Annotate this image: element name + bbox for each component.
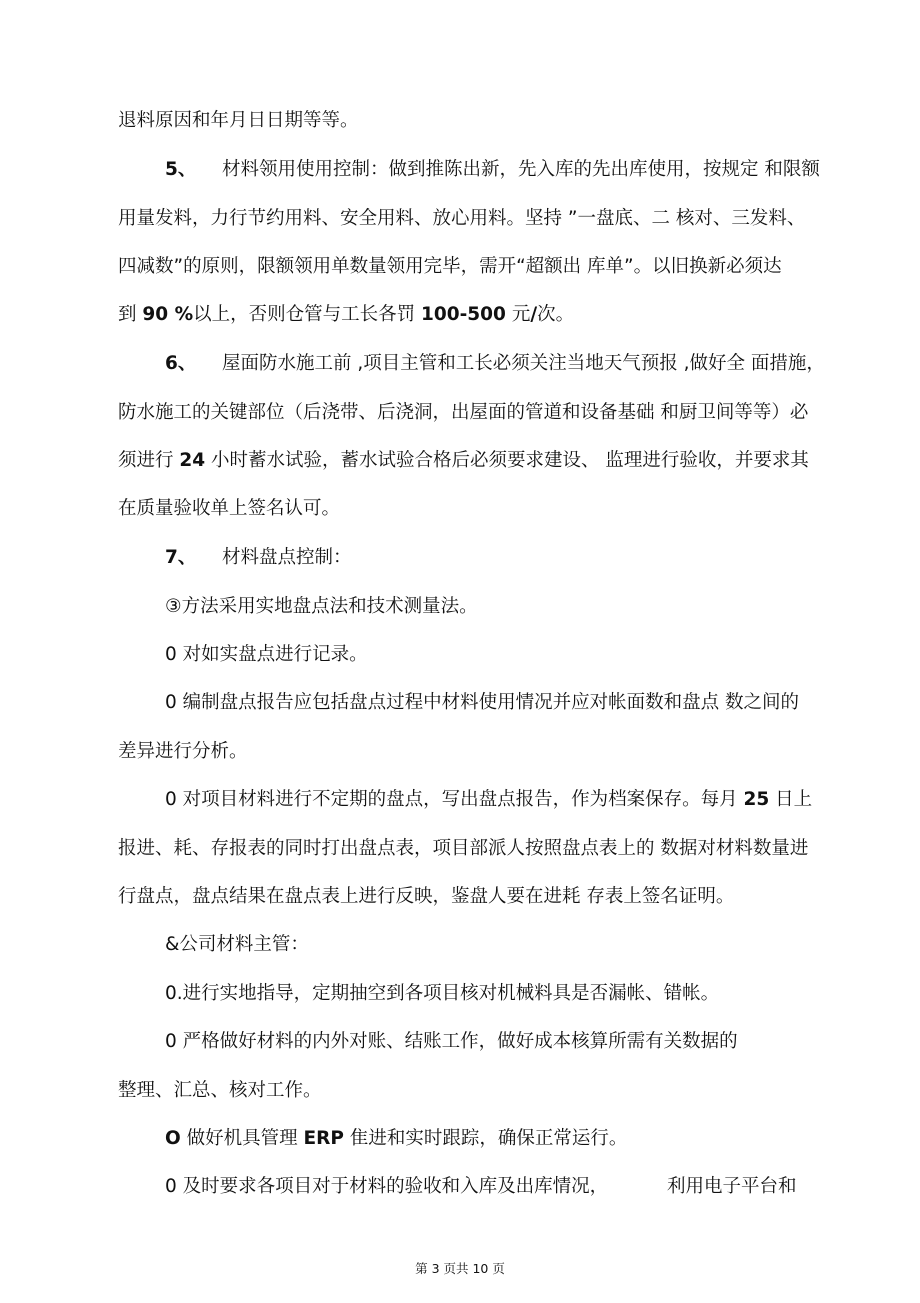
text-line: 行盘点，盘点结果在盘点表上进行反映，鉴盘人要在进耗 存表上签名证明。 [118,886,735,907]
text-line [165,787,812,813]
text-run: 以上，否则仓管与工长各罚 [193,304,422,325]
text-line: 差异进行分析。 [118,741,248,762]
text-line: &公司材料主管： [165,934,309,955]
item-number-6: 6、 [165,353,197,374]
penalty-range: 100-500 [421,304,506,325]
item-number-7: 7、 [165,547,197,568]
text-line: 0 对如实盘点进行记录。 [165,644,368,665]
page-footer: 第 3 页共 10 页 [415,1261,505,1276]
text-run: 到 [118,304,143,325]
text-line: 0 严格做好材料的内外对账、结账工作，做好成本核算所需有关数据的 [165,1031,738,1052]
bullet-o: O [165,1128,181,1149]
text-line [118,302,574,328]
text-run: 0 对项目材料进行不定期的盘点，写出盘点报告，作为档案保存。每月 [165,789,744,810]
erp-term: ERP [303,1128,344,1149]
text-run: 须进行 [118,450,180,471]
text-run: 隹进和实时跟踪，确保正常运行。 [343,1128,628,1149]
text-line: 在质量验收单上签名认可。 [118,498,341,519]
text-line [118,448,809,474]
text-line [165,1126,627,1152]
text-run: 次。 [537,304,575,325]
percent-value: 90 % [142,304,194,325]
text-line: ③方法采用实地盘点法和技术测量法。 [165,596,478,617]
text-run: 日上 [769,789,813,810]
text-line: 退料原因和年月日日期等等。 [118,110,359,131]
text-line: 0 及时要求各项目对于材料的验收和入库及出库情况， 利用电子平台和 [165,1176,797,1197]
item-number-5: 5、 [165,159,197,180]
text-line: 0.进行实地指导，定期抽空到各项目核对机械料具是否漏帐、错帐。 [165,983,720,1004]
slash: / [530,304,538,325]
text-line: 整理、汇总、核对工作。 [118,1080,322,1101]
hours-value: 24 [179,450,206,471]
text-run: 元 [505,304,531,325]
text-line: 0 编制盘点报告应包括盘点过程中材料使用情况并应对帐面数和盘点 数之间的 [165,692,800,713]
text-line: 四减数”的原则，限额领用单数量领用完毕，需开“超额出 库单”。以旧换新必须达 [118,256,782,277]
text-line: 防水施工的关键部位（后浇带、后浇洞，出屋面的管道和设备基础 和厨卫间等等）必 [118,402,809,423]
text-line: 材料盘点控制： [222,547,352,568]
day-value: 25 [743,789,770,810]
text-line: 材料领用使用控制：做到推陈出新，先入库的先出库使用，按规定 和限额 [222,159,820,180]
text-line: 用量发料，力行节约用料、安全用料、放心用料。坚持 ”一盘底、二 核对、三发料、 [118,208,806,229]
text-run: 做好机具管理 [180,1128,304,1149]
text-run: 小时蓄水试验，蓄水试验合格后必须要求建设、 监理进行验收，并要求其 [205,450,809,471]
text-line: 报进、耗、存报表的同时打出盘点表，项目部派人按照盘点表上的 数据对材料数量进 [118,838,809,859]
text-line: 屋面防水施工前 ,项目主管和工长必须关注当地天气预报 ,做好全 面措施， [222,353,825,374]
